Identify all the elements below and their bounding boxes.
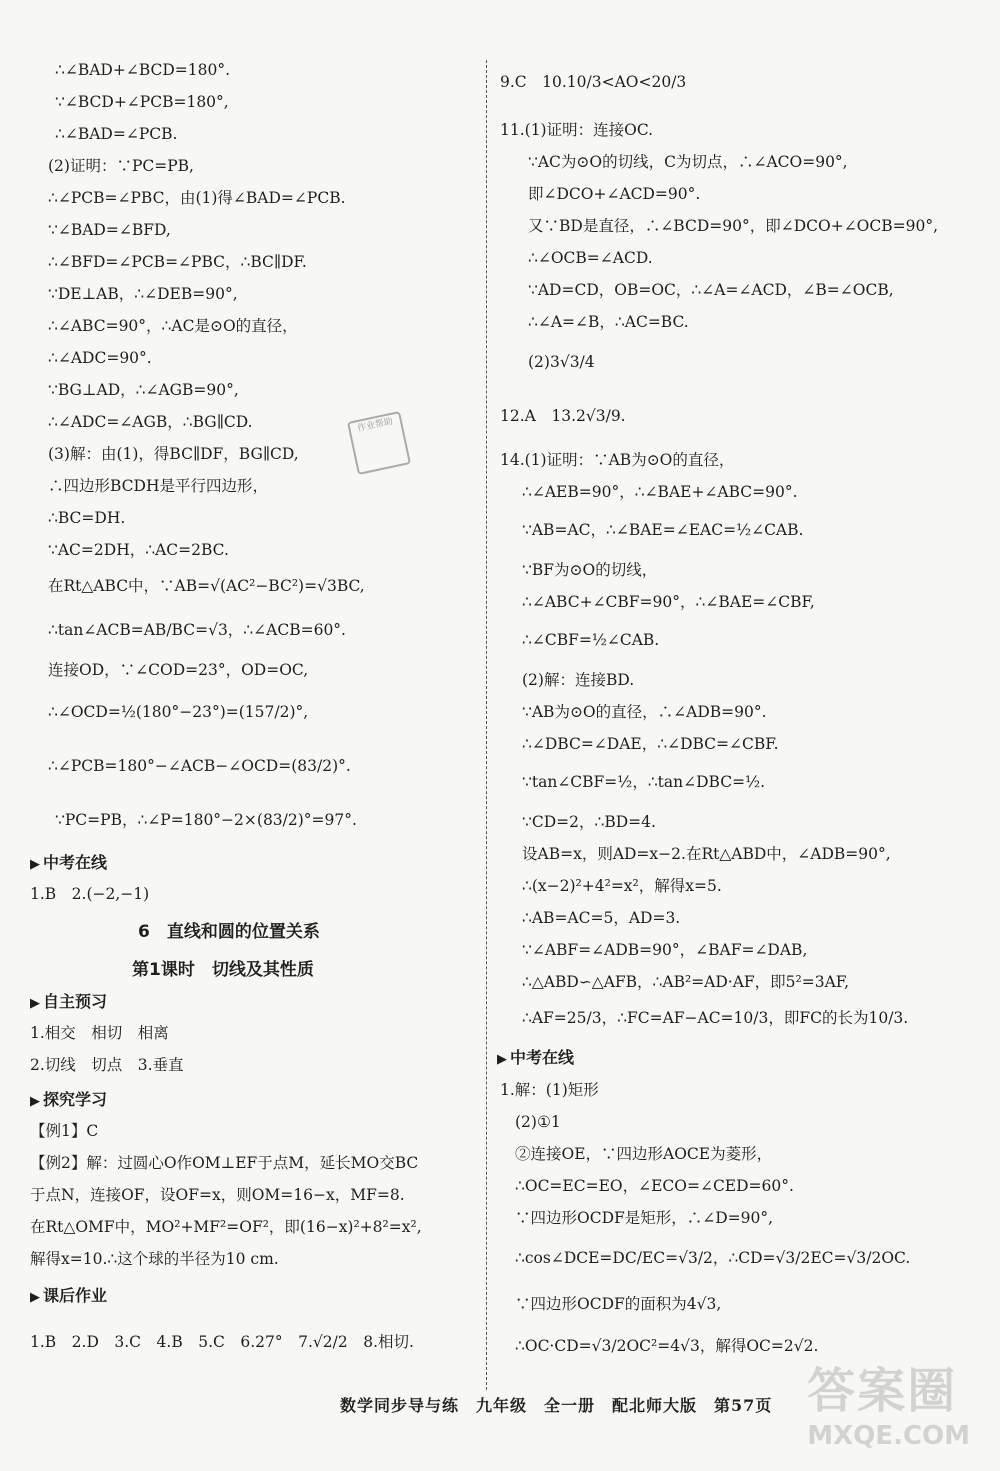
section-heading: ▶ 探究学习 bbox=[30, 1087, 107, 1110]
page-footer: 数学同步导与练 九年级 全一册 配北师大版 第57页 bbox=[340, 1396, 773, 1415]
text-line: ∴OC=EC=EO，∠ECO=∠CED=60°. bbox=[515, 1177, 794, 1195]
text-line: ∵AB=AC，∴∠BAE=∠EAC=½∠CAB. bbox=[522, 521, 804, 539]
text-line: ∵∠BAD=∠BFD, bbox=[48, 221, 171, 239]
stamp-logo: 作业帮助 bbox=[347, 411, 411, 475]
text-line: ∴∠OCB=∠ACD. bbox=[528, 249, 653, 267]
text-line: ∴∠ADC=∠AGB，∴BG∥CD. bbox=[48, 413, 253, 431]
text-line: ∵PC=PB，∴∠P=180°−2×(83/2)°=97°. bbox=[55, 811, 357, 829]
text-line: ∴∠BAD+∠BCD=180°. bbox=[55, 61, 231, 79]
text-line: 【例1】C bbox=[30, 1122, 99, 1140]
text-line: 【例2】解：过圆心O作OM⊥EF于点M，延长MO交BC bbox=[30, 1154, 419, 1172]
text-line: 1.B 2.(−2,−1) bbox=[30, 885, 150, 903]
text-line: ∴∠ABC+∠CBF=90°，∴∠BAE=∠CBF, bbox=[522, 593, 815, 611]
column-divider bbox=[486, 60, 487, 1390]
text-line: ∵AD=CD，OB=OC，∴∠A=∠ACD，∠B=∠OCB, bbox=[528, 281, 894, 299]
text-line: ∴∠DBC=∠DAE，∴∠DBC=∠CBF. bbox=[522, 735, 779, 753]
text-line: ∵AB为⊙O的直径，∴∠ADB=90°. bbox=[522, 703, 767, 721]
chapter-title: 第1课时 切线及其性质 bbox=[132, 960, 314, 980]
text-line: 9.C 10.10/3<AO<20/3 bbox=[500, 73, 687, 91]
text-line: ∴∠OCD=½(180°−23°)=(157/2)°, bbox=[48, 703, 309, 721]
text-line: ∴BC=DH. bbox=[48, 509, 126, 527]
text-line: ∵BF为⊙O的切线， bbox=[522, 561, 658, 579]
text-line: 于点N，连接OF，设OF=x，则OM=16−x，MF=8. bbox=[30, 1186, 405, 1204]
text-line: 14.(1)证明：∵AB为⊙O的直径， bbox=[500, 451, 735, 469]
text-line: ∴cos∠DCE=DC/EC=√3/2，∴CD=√3/2EC=√3/2OC. bbox=[515, 1249, 911, 1267]
text-line: (2)①1 bbox=[515, 1113, 561, 1131]
text-line: ∵tan∠CBF=½，∴tan∠DBC=½. bbox=[522, 773, 766, 791]
text-line: ∴四边形BCDH是平行四边形， bbox=[48, 477, 268, 495]
text-line: 设AB=x，则AD=x−2.在Rt△ABD中，∠ADB=90°, bbox=[522, 845, 891, 863]
text-line: ∴∠A=∠B，∴AC=BC. bbox=[528, 313, 689, 331]
text-line: 在Rt△OMF中，MO²+MF²=OF²，即(16−x)²+8²=x², bbox=[30, 1218, 422, 1236]
text-line: ∴AB=AC=5，AD=3. bbox=[522, 909, 681, 927]
watermark-url: MXQE.COM bbox=[807, 1421, 970, 1451]
text-line: ∵∠BCD+∠PCB=180°, bbox=[55, 93, 229, 111]
text-line: ②连接OE，∵四边形AOCE为菱形， bbox=[515, 1145, 773, 1163]
text-line: ∴(x−2)²+4²=x²，解得x=5. bbox=[522, 877, 722, 895]
text-line: (2)解：连接BD. bbox=[522, 671, 635, 689]
text-line: 解得x=10.∴这个球的半径为10 cm. bbox=[30, 1250, 279, 1268]
text-line: ∵AC=2DH，∴AC=2BC. bbox=[48, 541, 229, 559]
text-line: ∵四边形OCDF是矩形，∴∠D=90°, bbox=[515, 1209, 774, 1227]
watermark-logo bbox=[807, 1352, 970, 1451]
text-line: 1.B 2.D 3.C 4.B 5.C 6.27° 7.√2/2 8.相切. bbox=[30, 1333, 414, 1351]
text-line: ∴tan∠ACB=AB/BC=√3，∴∠ACB=60°. bbox=[48, 621, 346, 639]
text-line: ∴OC·CD=√3/2OC²=4√3，解得OC=2√2. bbox=[515, 1337, 819, 1355]
text-line: 11.(1)证明：连接OC. bbox=[500, 121, 654, 139]
text-line: ∴∠AEB=90°，∴∠BAE+∠ABC=90°. bbox=[522, 483, 798, 501]
text-line: ∵BG⊥AD，∴∠AGB=90°, bbox=[48, 381, 239, 399]
text-line: ∴∠BAD=∠PCB. bbox=[55, 125, 178, 143]
text-line: 12.A 13.2√3/9. bbox=[500, 407, 626, 425]
text-line: ∴AF=25/3，∴FC=AF−AC=10/3，即FC的长为10/3. bbox=[522, 1009, 909, 1027]
text-line: ∵DE⊥AB，∴∠DEB=90°, bbox=[48, 285, 238, 303]
section-heading: ▶ 自主预习 bbox=[30, 989, 107, 1012]
text-line: ∴∠CBF=½∠CAB. bbox=[522, 631, 660, 649]
text-line: ∴∠BFD=∠PCB=∠PBC，∴BC∥DF. bbox=[48, 253, 307, 271]
text-line: ∵CD=2，∴BD=4. bbox=[522, 813, 656, 831]
text-line: (2)证明：∵PC=PB, bbox=[48, 157, 194, 175]
text-line: ∵AC为⊙O的切线，C为切点，∴∠ACO=90°, bbox=[528, 153, 848, 171]
text-line: 1.解：(1)矩形 bbox=[500, 1081, 599, 1099]
text-line: (3)解：由(1)，得BC∥DF，BG∥CD, bbox=[48, 445, 299, 463]
section-heading: ▶ 中考在线 bbox=[497, 1045, 574, 1068]
text-line: 连接OD，∵∠COD=23°，OD=OC, bbox=[48, 661, 309, 679]
text-line: 2.切线 切点 3.垂直 bbox=[30, 1056, 184, 1074]
text-line: ∵四边形OCDF的面积为4√3, bbox=[515, 1295, 722, 1313]
section-heading: ▶ 中考在线 bbox=[30, 850, 107, 873]
text-line: ∴∠PCB=180°−∠ACB−∠OCD=(83/2)°. bbox=[48, 757, 351, 775]
text-line: ∴∠ABC=90°，∴AC是⊙O的直径， bbox=[48, 317, 298, 335]
text-line: 又∵BD是直径，∴∠BCD=90°，即∠DCO+∠OCB=90°, bbox=[528, 217, 939, 235]
text-line: ∵∠ABF=∠ADB=90°，∠BAF=∠DAB, bbox=[522, 941, 808, 959]
text-line: ∴△ABD∽△AFB，∴AB²=AD·AF，即5²=3AF, bbox=[522, 973, 850, 991]
text-line: 即∠DCO+∠ACD=90°. bbox=[528, 185, 701, 203]
text-line: 在Rt△ABC中，∵AB=√(AC²−BC²)=√3BC, bbox=[48, 577, 365, 595]
chapter-title: 6 直线和圆的位置关系 bbox=[138, 922, 320, 942]
text-line: ∴∠ADC=90°. bbox=[48, 349, 152, 367]
section-heading: ▶ 课后作业 bbox=[30, 1283, 107, 1306]
text-line: ∴∠PCB=∠PBC，由(1)得∠BAD=∠PCB. bbox=[48, 189, 346, 207]
watermark-text: 答案圈 bbox=[807, 1363, 958, 1419]
text-line: (2)3√3/4 bbox=[528, 353, 595, 371]
text-line: 1.相交 相切 相离 bbox=[30, 1024, 169, 1042]
